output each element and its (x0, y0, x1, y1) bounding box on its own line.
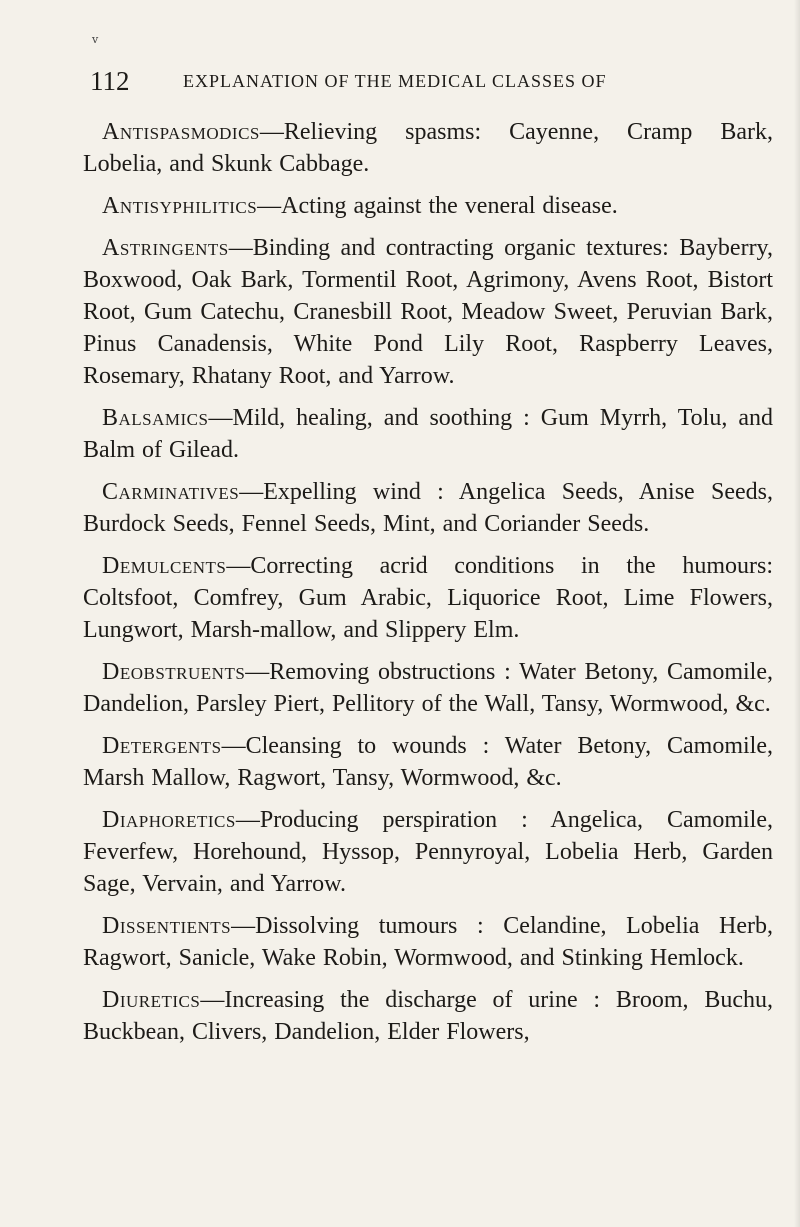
entry-separator: — (245, 659, 270, 685)
entry-separator: — (221, 733, 246, 759)
entry-text: Removing obstructions : Water Betony, Camomile, Dandelion, Parsley Piert, Pellitory of the Wall, Tansy, Wormwood, &c. (83, 659, 773, 717)
page-number: 112 (90, 66, 130, 96)
entry-antispasmodics (83, 116, 773, 180)
entry-deobstruents (83, 656, 773, 720)
entry-term: Antispasmodics (102, 119, 260, 145)
entry-demulcents (83, 550, 773, 646)
entry-text: Binding and contracting organic textures: Bayberry, Boxwood, Oak Bark, Tormentil Root, Agrimony, Avens Root, Bistort Root, Gum Catechu, Cranesbill Root, Meadow Sweet, Peruvian Bark, Pinus Canadensis, White Pond Lily Root, Raspberry Leaves, Rosemary, Rhatany Root, and Yarrow. (83, 235, 773, 389)
entry-term: Dissentients (102, 913, 232, 939)
entry-text: Relieving spasms: Cayenne, Cramp Bark, Lobelia, and Skunk Cabbage. (83, 119, 773, 177)
entry-separator: — (257, 193, 282, 219)
entry-separator: — (226, 553, 251, 579)
page-edge-shadow (794, 0, 800, 1227)
entry-separator: — (208, 405, 233, 431)
entry-antisyphilitics (83, 190, 773, 222)
entry-separator: — (231, 913, 256, 939)
entry-term: Demulcents (102, 553, 227, 579)
entry-separator: — (228, 235, 253, 261)
entry-detergents (83, 730, 773, 794)
entry-text: Increasing the discharge of urine : Broom, Buchu, Buckbean, Clivers, Dandelion, Elder Flowers, (83, 987, 773, 1045)
entry-balsamics (83, 402, 773, 466)
entry-text: Producing perspiration : Angelica, Camomile, Feverfew, Horehound, Hyssop, Pennyroyal, Lobelia Herb, Garden Sage, Vervain, and Yarrow. (83, 807, 773, 897)
page-header (90, 67, 754, 95)
running-head: EXPLANATION OF THE MEDICAL CLASSES OF (183, 71, 607, 91)
entry-separator: — (235, 807, 260, 833)
entry-text: Acting against the veneral disease. (281, 193, 618, 219)
entry-diaphoretics (83, 804, 773, 900)
entry-term: Deobstruents (102, 659, 246, 685)
entry-carminatives (83, 476, 773, 540)
entry-astringents (83, 232, 773, 392)
entry-text: Expelling wind : Angelica Seeds, Anise Seeds, Burdock Seeds, Fennel Seeds, Mint, and Coriander Seeds. (83, 479, 773, 537)
entry-separator: — (259, 119, 284, 145)
entry-dissentients (83, 910, 773, 974)
entry-separator: — (239, 479, 264, 505)
entry-term: Carminatives (102, 479, 240, 505)
entry-term: Diuretics (102, 987, 201, 1013)
entry-term: Diaphoretics (102, 807, 236, 833)
entry-term: Antisyphilitics (102, 193, 258, 219)
entry-text: Cleansing to wounds : Water Betony, Camomile, Marsh Mallow, Ragwort, Tansy, Wormwood, &c. (83, 733, 773, 791)
entry-separator: — (200, 987, 225, 1013)
entry-text: Correcting acrid conditions in the humours: Coltsfoot, Comfrey, Gum Arabic, Liquorice Root, Lime Flowers, Lungwort, Marsh-mallow, and Slippery Elm. (83, 553, 773, 643)
printer-mark: v (92, 33, 99, 46)
entry-text: Mild, healing, and soothing : Gum Myrrh, Tolu, and Balm of Gilead. (83, 405, 773, 463)
entry-text: Dissolving tumours : Celandine, Lobelia Herb, Ragwort, Sanicle, Wake Robin, Wormwood, and Stinking Hemlock. (83, 913, 773, 971)
entry-term: Balsamics (102, 405, 209, 431)
entry-term: Detergents (102, 733, 222, 759)
entry-diuretics (83, 984, 773, 1048)
entry-term: Astringents (102, 235, 229, 261)
medical-classes-list (83, 116, 773, 1058)
